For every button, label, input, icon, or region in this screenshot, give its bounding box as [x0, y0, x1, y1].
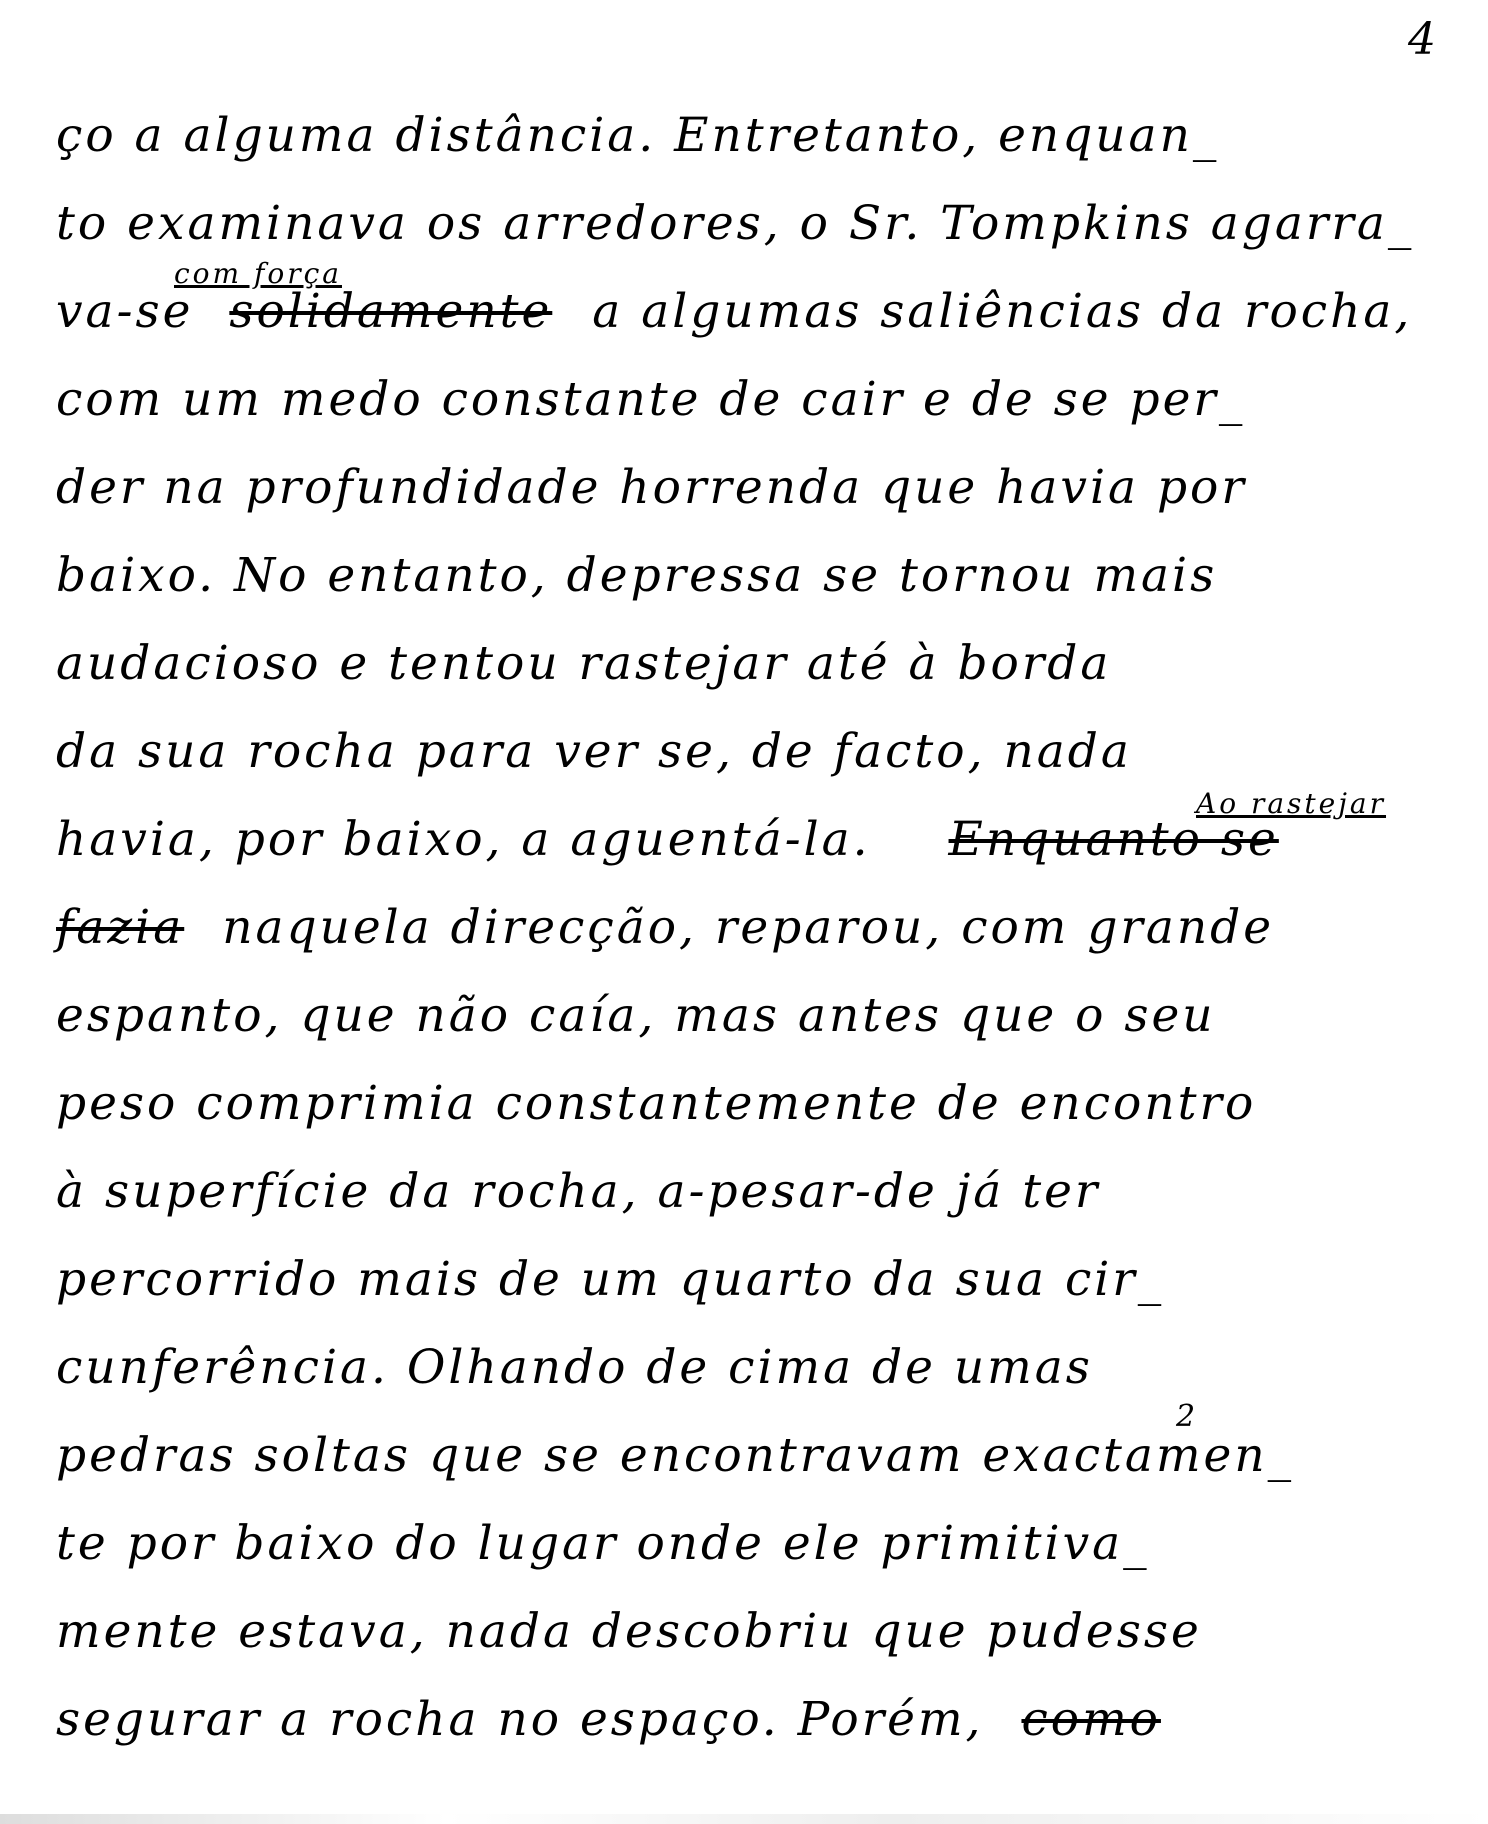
- line-text: baixo. No entanto, depressa se tornou mais: [56, 548, 1218, 603]
- struck-word: solidamente: [229, 284, 553, 339]
- manuscript-line-19: [56, 1676, 1456, 1764]
- manuscript-line-10: [56, 884, 1456, 972]
- interlinear-number: 2: [1176, 1399, 1199, 1434]
- manuscript-line-9: [56, 787, 1456, 884]
- manuscript-line-2: [56, 180, 1456, 268]
- manuscript-line-4: [56, 356, 1456, 444]
- line-text: te por baixo do lugar onde ele primitiva_: [56, 1516, 1150, 1571]
- manuscript-line-16: [56, 1399, 1456, 1500]
- line-text: espanto, que não caía, mas antes que o seu: [56, 988, 1216, 1043]
- manuscript-line-6: [56, 532, 1456, 620]
- manuscript-line-13: [56, 1148, 1456, 1236]
- interlinear-insertion: com força: [174, 257, 342, 290]
- struck-word: como: [1021, 1692, 1161, 1747]
- line-text: pedras soltas que se encontravam exactamen_: [56, 1428, 1295, 1483]
- page-number: 4: [1408, 14, 1436, 65]
- line-text: peso comprimia constantemente de encontro: [56, 1076, 1257, 1131]
- line-text: à superfície da rocha, a-pesar-de já ter: [56, 1164, 1101, 1219]
- manuscript-line-7: [56, 620, 1456, 708]
- manuscript-text: [56, 92, 1456, 1764]
- line-text: der na profundidade horrenda que havia por: [56, 460, 1247, 515]
- manuscript-line-15: [56, 1324, 1456, 1412]
- scan-edge: [0, 1814, 1488, 1824]
- interlinear-insertion: Ao rastejar: [1196, 787, 1387, 820]
- manuscript-line-12: [56, 1060, 1456, 1148]
- manuscript-line-18: [56, 1588, 1456, 1676]
- manuscript-line-17: [56, 1500, 1456, 1588]
- struck-word: fazia: [56, 900, 185, 955]
- manuscript-line-1: [56, 92, 1456, 180]
- manuscript-line-8: [56, 708, 1456, 796]
- line-text: cunferência. Olhando de cima de umas: [56, 1340, 1093, 1395]
- line-text: da sua rocha para ver se, de facto, nada: [56, 724, 1132, 779]
- manuscript-line-11: [56, 972, 1456, 1060]
- line-text: to examinava os arredores, o Sr. Tompkins agarra_: [56, 196, 1415, 251]
- line-text: ço a alguma distância. Entretanto, enquan_: [56, 108, 1220, 163]
- line-text: percorrido mais de um quarto da sua cir_: [56, 1252, 1165, 1307]
- manuscript-line-14: [56, 1236, 1456, 1324]
- line-text: segurar a rocha no espaço. Porém,: [56, 1692, 984, 1747]
- struck-word: Enquanto se: [948, 812, 1279, 867]
- line-text: havia, por baixo, a aguentá-la.: [56, 812, 871, 867]
- line-text: audacioso e tentou rastejar até à borda: [56, 636, 1112, 691]
- line-text: naquela direcção, reparou, com grande: [222, 900, 1275, 955]
- manuscript-line-5: [56, 444, 1456, 532]
- line-text: mente estava, nada descobriu que pudesse: [56, 1604, 1202, 1659]
- line-text: com um medo constante de cair e de se per_: [56, 372, 1246, 427]
- manuscript-line-3: [56, 257, 1456, 356]
- line-text-continued: a algumas saliências da rocha,: [592, 284, 1413, 339]
- line-text: va-se: [56, 284, 194, 339]
